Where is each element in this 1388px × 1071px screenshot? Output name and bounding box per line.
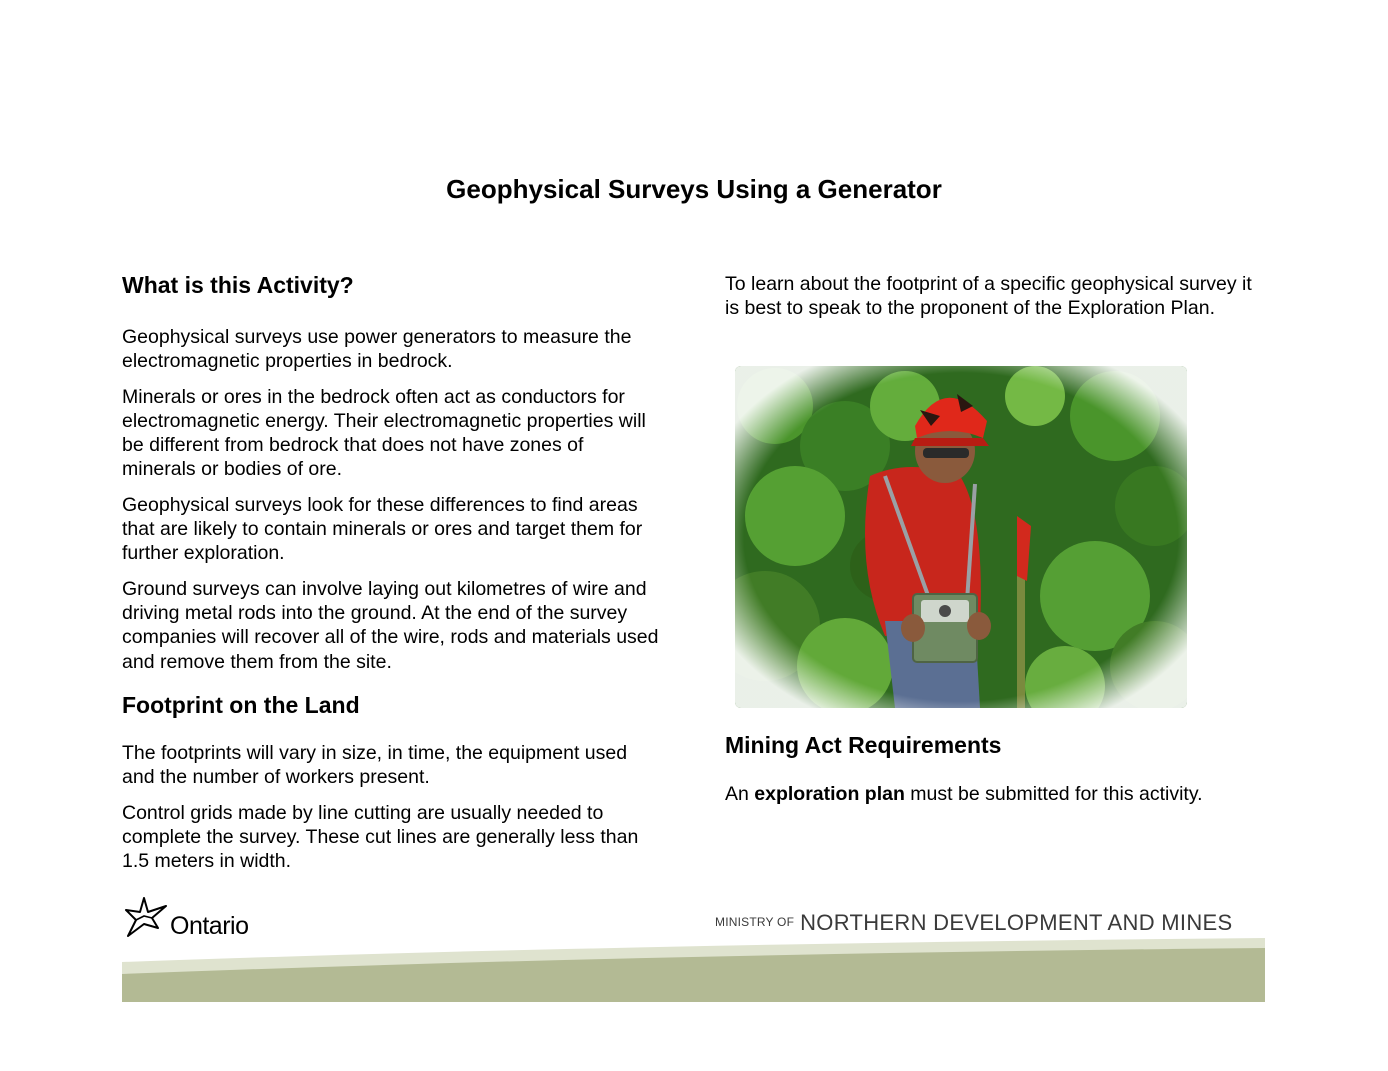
surveyor-photo <box>735 366 1187 708</box>
activity-paragraph-2: Minerals or ores in the bedrock often act as conductors for electromagnetic energy. Their electromagnetic properties will be different from bedrock that does not have zones of minerals or bodies of ore. <box>122 385 646 481</box>
ministry-title: NORTHERN DEVELOPMENT AND MINES <box>800 910 1233 935</box>
footer-band <box>122 936 1265 1002</box>
right-column <box>725 272 1265 321</box>
footprint-text <box>122 741 662 873</box>
mining-text-prefix: An <box>725 783 755 805</box>
exploration-plan-bold: exploration plan <box>754 783 905 805</box>
heading-footprint: Footprint on the Land <box>122 692 360 718</box>
ontario-logo <box>122 896 282 940</box>
surveyor-illustration <box>735 366 1187 708</box>
ontario-wordmark: Ontario <box>170 912 249 940</box>
activity-paragraph-1: Geophysical surveys use power generators to measure the electromagnetic properties in bedrock. <box>122 326 632 373</box>
mining-text-suffix: must be submitted for this activity. <box>904 783 1203 805</box>
left-column <box>122 272 662 674</box>
intro-paragraph: To learn about the footprint of a specific geophysical survey it is best to speak to the proponent of the Exploration Plan. <box>725 273 1252 320</box>
ministry-name <box>715 910 1232 936</box>
page-title: Geophysical Surveys Using a Generator <box>446 174 942 204</box>
ministry-of-label: MINISTRY OF <box>715 915 795 929</box>
heading-mining-act: Mining Act Requirements <box>725 732 1002 758</box>
heading-what-is-activity: What is this Activity? <box>122 272 354 298</box>
mining-requirement-text <box>725 782 1285 806</box>
activity-paragraph-3: Geophysical surveys look for these differences to find areas that are likely to contain minerals or ores and target them for further exploration. <box>122 493 643 565</box>
activity-paragraph-4: Ground surveys can involve laying out kilometres of wire and driving metal rods into the ground. At the end of the survey companies will recover all of the wire, rods and materials used and remove them from the site. <box>122 577 659 673</box>
trillium-icon <box>122 896 172 940</box>
footprint-paragraph-1: The footprints will vary in size, in time, the equipment used and the number of workers present. <box>122 742 628 789</box>
footprint-paragraph-2: Control grids made by line cutting are usually needed to complete the survey. These cut lines are generally less than 1.5 meters in width. <box>122 801 639 873</box>
